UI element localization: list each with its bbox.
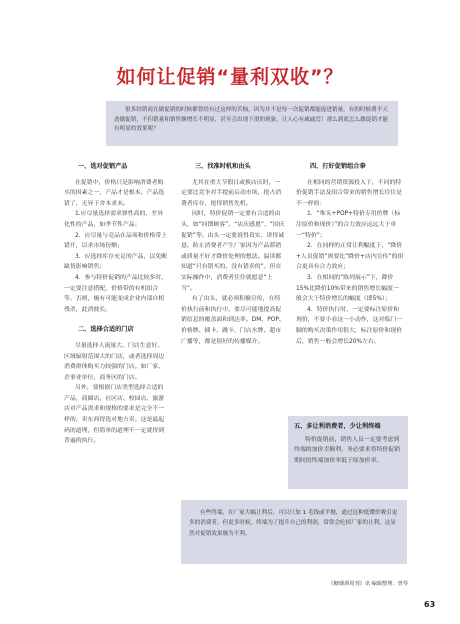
section-4-paragraph: 在相同的营销资源投入下，不同的特价促销手法及组合带来的销售增长往往是不一样的：	[296, 179, 403, 207]
section-4-paragraph: 2．在同样的正常让利幅度下，“降价+人员促销”则要比“降价+店内宣传”的组合更具有合力效应；	[296, 243, 404, 271]
article-title: 如何让促销“量利双收”？	[116, 66, 344, 88]
section-5-heading: 五、多让利消费者，少让利终端	[294, 423, 381, 430]
section-4-paragraph: 3．在相同的“陈列展示”下，降价15%比降价10%带来的销售增长幅度一般会大于特价增长的幅度（即5%）；	[296, 274, 399, 303]
section-1-paragraph: 3．应选择库存充足的产品，以免断缺货影响销售；	[64, 253, 168, 271]
section-4-paragraph: 4．特价执行时，一定要标注原价和现价，不要小看这一小动作，这对临门一脚的购买决策作用很大，标注原价和现价后，销售一般会增长20%左右。	[296, 306, 403, 345]
page-number: 63	[424, 600, 436, 609]
section-2-paragraph: 尽量选择人流量大、门店生意好、区域辐射范围大的门店，或者选择周边消费群体购买力较强的门店。如厂家、企事业单位、商务区的门店。	[64, 342, 165, 381]
intro-box: 很多经销商在做促销的时候都曾经有过这样的苦恼，因为并不是每一次促销都能促进销量，有的时候费半天劲做促销，不但销量和销售额增长不明显，甚至会出现下滑的现象，让人心有戚戚焉！那么到底怎么做促销才能有明显的效果呢？	[106, 101, 398, 146]
section-3-paragraph: 尤其在重大节假日或换店庆时，一定要比竞争对手提前启动市场，抢占消费者库存，抢得销售先机。	[181, 179, 282, 207]
section-1-paragraph: 4．参与特价促销的产品比较多时，一定要注意搭配，价格带的有机组合等。否则，极有可能变成企业内部自相残杀，此消彼长。	[64, 274, 168, 313]
section-4-paragraph: 1．“堆头+POP+特价专用价牌（标注原价和现价）”的合力效应远远大于单一“特价”；	[296, 211, 401, 239]
section-5-box	[288, 416, 408, 489]
bottom-note-box: 有些终端，在厂家大幅让利后，可以只加 1 毛钱或平抛，通过这种低懂价吸引更多的消费者。但更多时候，终端为了提升自己的利润，常常会吃掉厂家的让利，这显然对促销效果极为不利。	[181, 500, 407, 564]
section-4-heading: 四、打好促销组合拳	[310, 163, 366, 170]
column-3	[296, 160, 404, 347]
section-1-paragraph: 在促销中，价格只是影响消费者购买的因素之一，产品才是根本。产品选错了，无异于舍本求末。	[64, 179, 165, 207]
section-3-heading: 三、找准时机和由头	[195, 163, 251, 170]
section-3-paragraph: 同时，特价促销一定要有合适的由头，如“回馈顾客”、“店庆感恩”、“国庆促销”等。由头一定要说得真实、讲得诚恳，防止消费者产生厂家因为产品滞销或质量不好才降价处理的想法。温读都知道“只有错买的，没有错卖的”。但在实际操作中，消费者往往就愿意“上当”。	[181, 211, 285, 292]
section-1-heading: 一、选对促销产品	[78, 163, 128, 170]
section-2-paragraph: 另外，要根据门店类型选择合适的产品，商圈店、社区店、校园店、旅游店对产品需求和规格的要求是完全不一样的，卖东西得选对地方卖。这是最起码的道理，但简单的道理不一定就得到普遍的执行。	[64, 385, 165, 445]
section-2-heading: 二、选择合适的门店	[78, 326, 134, 334]
section-1-paragraph: 1.应尽量选择需求弹性高的、差异化性的产品，如季节性产品；	[64, 211, 164, 228]
column-1	[64, 160, 168, 447]
section-3-paragraph: 有了由头，就必须积极宣传，在特价执行前和执行中，要尽可能地提高促销信息的覆盖面和到达率。DM、POP、价格牌、插卡、跳卡、门店水牌、超市广播等，都是很好的传播媒介。	[181, 296, 285, 345]
column-2	[181, 160, 285, 347]
section-1-paragraph: 2．应尽量与竞品在品项和价格带上错开，以求市场份额；	[64, 232, 168, 250]
section-5-paragraph: 特价促销前，销售人员一定要考虑到终端的加价幸顺利，务必要求将特价促销期间的终端加价率低于原加价率。	[294, 436, 401, 464]
source-credit: 《糖烟酒周刊》讯 编辑整理：曾琴	[328, 581, 408, 587]
